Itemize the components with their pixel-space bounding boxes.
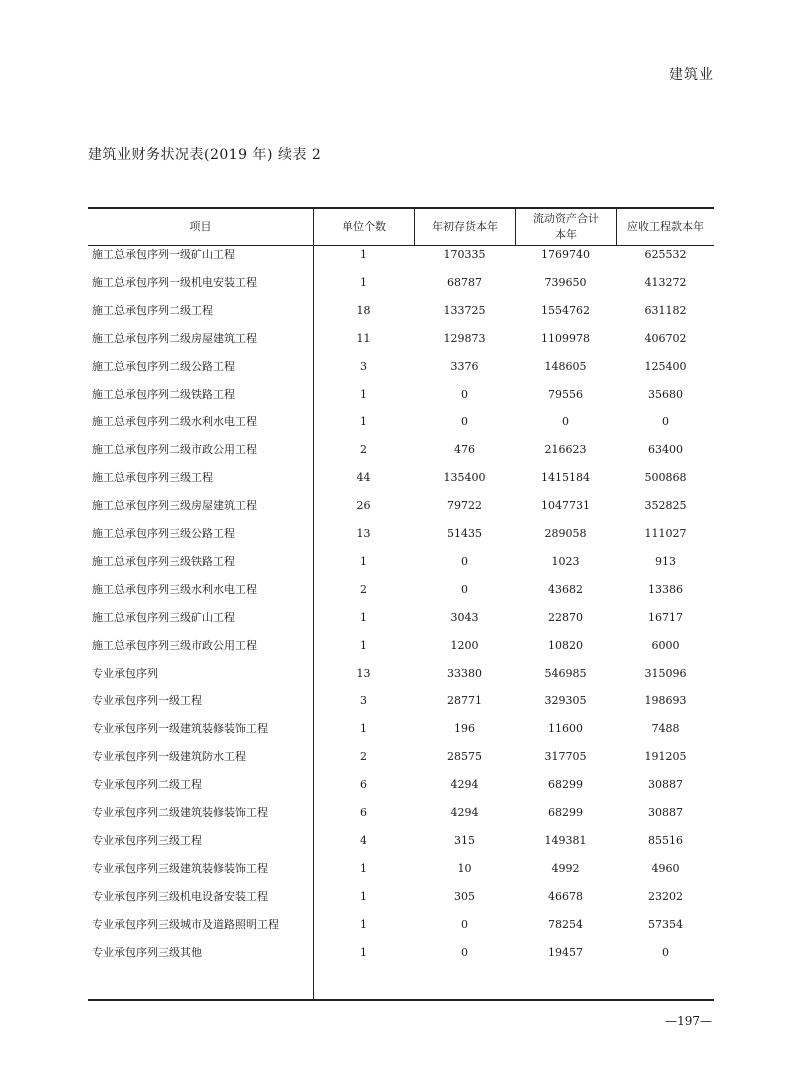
row-inventory: 0 <box>461 945 468 959</box>
row-current-assets: 4992 <box>551 861 580 875</box>
row-receivables: 413272 <box>644 275 687 289</box>
row-units: 3 <box>360 694 367 708</box>
table-row <box>88 860 714 888</box>
row-receivables: 4960 <box>651 861 680 875</box>
row-current-assets: 329305 <box>544 694 587 708</box>
row-name: 专业承包序列二级工程 <box>92 778 202 792</box>
row-units: 1 <box>360 861 367 875</box>
row-units: 2 <box>360 582 367 596</box>
row-name: 施工总承包序列二级市政公用工程 <box>92 443 257 457</box>
row-receivables: 500868 <box>644 471 687 485</box>
row-name: 施工总承包序列二级公路工程 <box>92 359 235 373</box>
row-inventory: 0 <box>461 415 468 429</box>
row-receivables: 406702 <box>644 331 687 345</box>
row-current-assets: 739650 <box>544 275 587 289</box>
row-units: 1 <box>360 387 367 401</box>
table-row <box>88 637 714 665</box>
row-units: 1 <box>360 945 367 959</box>
row-name: 施工总承包序列三级铁路工程 <box>92 554 235 568</box>
section-header: 建筑业 <box>669 67 714 83</box>
table-row <box>88 330 714 358</box>
row-current-assets: 19457 <box>548 945 583 959</box>
table-row <box>88 748 714 776</box>
table-row <box>88 832 714 860</box>
row-inventory: 0 <box>461 582 468 596</box>
row-receivables: 35680 <box>648 387 683 401</box>
header-item: 项目 <box>189 220 212 233</box>
row-name: 施工总承包序列三级市政公用工程 <box>92 638 257 652</box>
row-units: 6 <box>360 806 367 819</box>
row-name: 专业承包序列二级建筑装修装饰工程 <box>92 806 268 819</box>
row-current-assets: 1109978 <box>541 331 590 345</box>
row-inventory: 4294 <box>450 806 479 819</box>
row-inventory: 476 <box>454 443 475 457</box>
row-name: 施工总承包序列二级铁路工程 <box>92 387 235 401</box>
row-units: 2 <box>360 750 367 764</box>
row-receivables: 125400 <box>644 359 687 373</box>
row-current-assets: 216623 <box>544 443 587 457</box>
row-inventory: 0 <box>461 387 468 401</box>
table-row <box>88 888 714 916</box>
row-inventory: 315 <box>454 833 475 847</box>
row-current-assets: 1769740 <box>541 248 590 261</box>
row-inventory: 79722 <box>447 499 482 513</box>
row-name: 专业承包序列三级城市及道路照明工程 <box>92 917 279 931</box>
table-row <box>88 386 714 414</box>
row-inventory: 28575 <box>447 750 482 764</box>
row-name: 专业承包序列三级其他 <box>92 945 202 959</box>
header-units: 单位个数 <box>342 220 386 233</box>
table-row <box>88 441 714 469</box>
row-units: 6 <box>360 778 367 792</box>
row-name: 专业承包序列三级机电设备安装工程 <box>92 889 268 903</box>
row-current-assets: 1047731 <box>541 499 590 513</box>
row-receivables: 352825 <box>644 499 687 513</box>
table-row <box>88 692 714 720</box>
row-inventory: 1200 <box>450 638 479 652</box>
row-current-assets: 317705 <box>544 750 587 764</box>
table-row <box>88 665 714 693</box>
row-current-assets: 68299 <box>548 778 583 792</box>
row-inventory: 129873 <box>443 331 486 345</box>
row-current-assets: 79556 <box>548 387 583 401</box>
row-receivables: 13386 <box>648 582 683 596</box>
table-row <box>88 302 714 330</box>
row-current-assets: 1554762 <box>541 303 590 317</box>
row-current-assets: 78254 <box>548 917 583 931</box>
row-inventory: 0 <box>461 554 468 568</box>
row-name: 施工总承包序列三级工程 <box>92 471 213 485</box>
row-units: 26 <box>356 499 371 513</box>
header-inventory: 年初存货本年 <box>432 220 498 233</box>
row-current-assets: 289058 <box>544 527 587 540</box>
row-inventory: 3376 <box>450 359 479 373</box>
row-inventory: 28771 <box>447 694 482 708</box>
row-name: 专业承包序列 <box>92 666 158 680</box>
row-units: 1 <box>360 722 367 736</box>
row-current-assets: 1023 <box>551 554 580 568</box>
table-row <box>88 720 714 748</box>
row-receivables: 0 <box>662 415 669 429</box>
page-number: —197— <box>665 1014 712 1028</box>
row-units: 1 <box>360 275 367 289</box>
row-units: 1 <box>360 554 367 568</box>
row-receivables: 0 <box>662 945 669 959</box>
row-inventory: 4294 <box>450 778 479 792</box>
row-receivables: 63400 <box>648 443 683 457</box>
row-inventory: 33380 <box>447 666 482 680</box>
table-row <box>88 804 714 832</box>
table-row <box>88 358 714 386</box>
table-row <box>88 246 714 274</box>
row-name: 专业承包序列三级建筑装修装饰工程 <box>92 861 268 875</box>
row-units: 1 <box>360 889 367 903</box>
row-current-assets: 546985 <box>544 666 587 680</box>
row-inventory: 135400 <box>443 471 486 485</box>
row-receivables: 23202 <box>648 889 683 903</box>
row-receivables: 7488 <box>651 722 680 736</box>
row-units: 1 <box>360 248 367 261</box>
table-row <box>88 553 714 581</box>
row-receivables: 30887 <box>648 806 683 819</box>
row-units: 4 <box>360 833 367 847</box>
row-units: 1 <box>360 415 367 429</box>
row-units: 13 <box>356 666 371 680</box>
row-receivables: 30887 <box>648 778 683 792</box>
row-name: 专业承包序列三级工程 <box>92 833 202 847</box>
row-units: 1 <box>360 638 367 652</box>
row-inventory: 305 <box>454 889 475 903</box>
row-inventory: 0 <box>461 917 468 931</box>
row-units: 18 <box>356 303 371 317</box>
table-row <box>88 413 714 441</box>
row-name: 施工总承包序列二级房屋建筑工程 <box>92 331 257 345</box>
row-units: 2 <box>360 443 367 457</box>
row-receivables: 85516 <box>648 833 683 847</box>
row-current-assets: 68299 <box>548 806 583 819</box>
row-name: 施工总承包序列三级矿山工程 <box>92 610 235 624</box>
row-name: 施工总承包序列三级公路工程 <box>92 527 235 540</box>
row-units: 11 <box>356 331 371 345</box>
row-name: 专业承包序列一级建筑装修装饰工程 <box>92 722 268 736</box>
row-name: 施工总承包序列一级矿山工程 <box>92 248 235 261</box>
header-current-assets: 流动资产合计 本年 <box>533 212 599 241</box>
row-current-assets: 0 <box>562 415 569 429</box>
row-receivables: 631182 <box>644 303 687 317</box>
row-name: 施工总承包序列三级房屋建筑工程 <box>92 499 257 513</box>
row-units: 44 <box>356 471 371 485</box>
row-inventory: 133725 <box>443 303 486 317</box>
table-row <box>88 916 714 944</box>
table-row <box>88 469 714 497</box>
row-current-assets: 148605 <box>544 359 587 373</box>
table-row <box>88 525 714 553</box>
table-title: 建筑业财务状况表(2019 年) 续表 2 <box>88 147 322 163</box>
financial-table <box>88 207 714 1001</box>
row-current-assets: 11600 <box>548 722 583 736</box>
row-name: 专业承包序列一级建筑防水工程 <box>92 750 246 764</box>
row-receivables: 913 <box>655 554 676 568</box>
row-receivables: 16717 <box>648 610 683 624</box>
header-receivables: 应收工程款本年 <box>627 220 704 233</box>
row-inventory: 51435 <box>447 527 482 540</box>
table-row <box>88 776 714 804</box>
row-units: 1 <box>360 610 367 624</box>
row-receivables: 625532 <box>644 248 687 261</box>
row-name: 施工总承包序列一级机电安装工程 <box>92 275 257 289</box>
row-units: 13 <box>356 527 371 540</box>
row-receivables: 191205 <box>644 750 687 764</box>
row-name: 施工总承包序列三级水利水电工程 <box>92 582 257 596</box>
row-receivables: 315096 <box>644 666 687 680</box>
row-inventory: 170335 <box>443 248 486 261</box>
row-inventory: 68787 <box>447 275 482 289</box>
row-name: 施工总承包序列二级水利水电工程 <box>92 415 257 429</box>
table-row <box>88 274 714 302</box>
row-current-assets: 1415184 <box>541 471 590 485</box>
row-name: 施工总承包序列二级工程 <box>92 303 213 317</box>
row-units: 3 <box>360 359 367 373</box>
table-row <box>88 581 714 609</box>
table-header <box>88 209 714 246</box>
row-name: 专业承包序列一级工程 <box>92 694 202 708</box>
row-current-assets: 10820 <box>548 638 583 652</box>
row-current-assets: 22870 <box>548 610 583 624</box>
row-inventory: 196 <box>454 722 475 736</box>
row-current-assets: 149381 <box>544 833 587 847</box>
row-current-assets: 43682 <box>548 582 583 596</box>
row-receivables: 6000 <box>651 638 680 652</box>
row-inventory: 10 <box>457 861 472 875</box>
row-receivables: 111027 <box>644 527 687 540</box>
table-row <box>88 944 714 972</box>
row-current-assets: 46678 <box>548 889 583 903</box>
table-row <box>88 497 714 525</box>
table-row <box>88 609 714 637</box>
row-receivables: 198693 <box>644 694 687 708</box>
row-units: 1 <box>360 917 367 931</box>
row-receivables: 57354 <box>648 917 683 931</box>
row-inventory: 3043 <box>450 610 479 624</box>
